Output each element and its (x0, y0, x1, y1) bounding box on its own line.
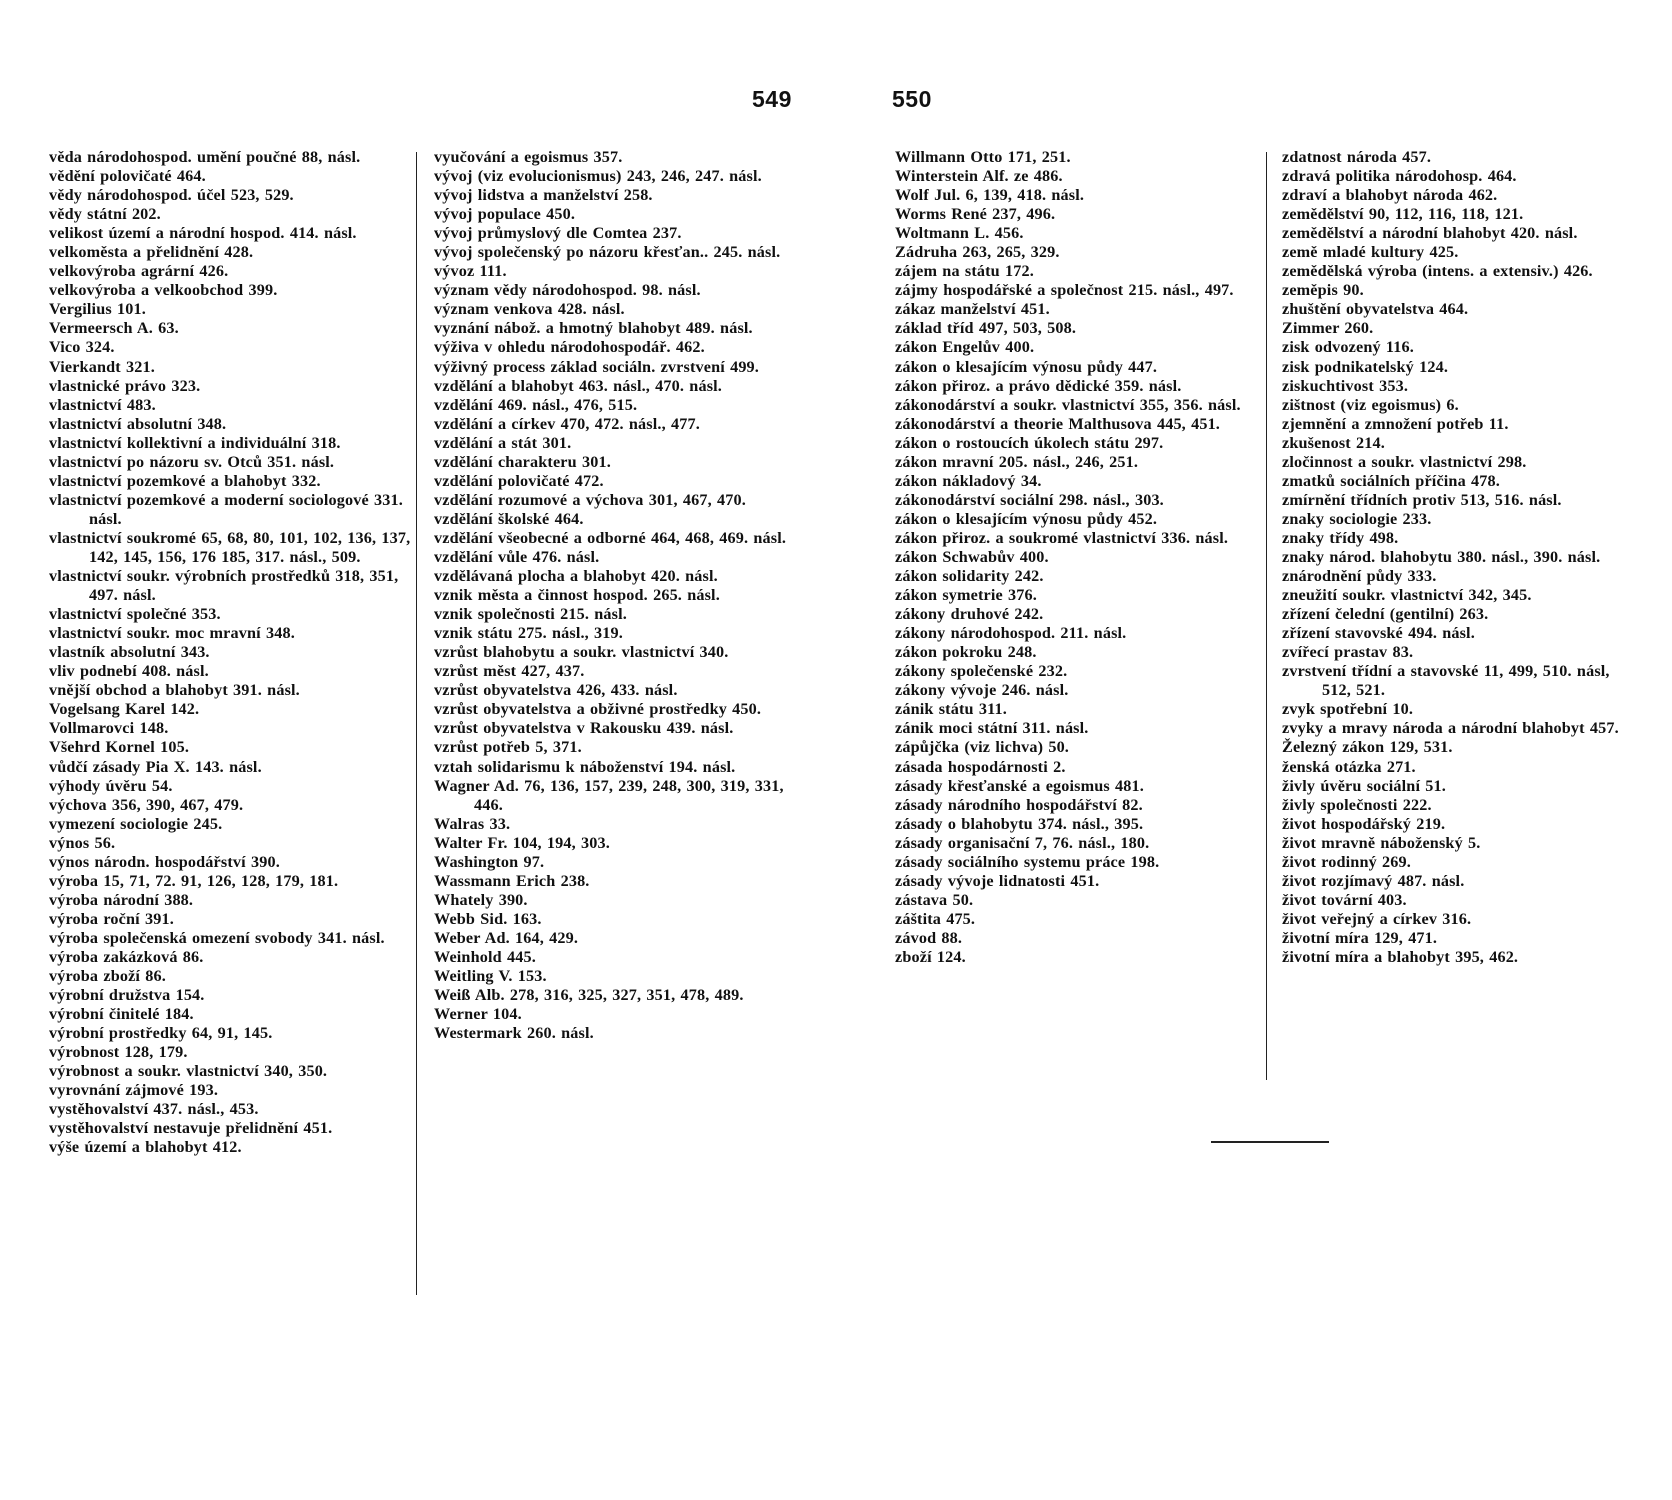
index-entry: vzdělání a blahobyt 463. násl., 470. násl. (434, 376, 722, 395)
index-entry: výroba společenská omezení svobody 341. násl. (49, 928, 385, 947)
index-entry: vývoz 111. (434, 262, 507, 281)
index-entry: výchova 356, 390, 467, 479. (49, 795, 244, 814)
index-entry: výrobní družstva 154. (49, 986, 205, 1005)
index-entry: vlastnictví soukr. výrobních prostředků 318, 351, 497. násl. (49, 567, 399, 605)
index-entry: vývoj průmyslový dle Comtea 237. (434, 224, 682, 243)
index-entry: zhuštění obyvatelstva 464. (1282, 300, 1469, 319)
index-entry: vlastnictví absolutní 348. (49, 414, 227, 433)
index-entry: Vermeersch A. 63. (49, 319, 179, 338)
index-entry: zákon solidarity 242. (895, 567, 1044, 586)
index-entry: zásady o blahobytu 374. násl., 395. (895, 814, 1144, 833)
index-entry: vůdčí zásady Pia X. 143. násl. (49, 757, 262, 776)
index-entry: Zádruha 263, 265, 329. (895, 243, 1060, 262)
index-entry: zmatků sociálních příčina 478. (1282, 471, 1500, 490)
index-entry: výroba roční 391. (49, 909, 174, 928)
index-entry: zákony společenské 232. (895, 662, 1068, 681)
index-entry: zásady křesťanské a egoismus 481. (895, 776, 1144, 795)
index-entry: zákaz manželství 451. (895, 300, 1050, 319)
index-entry: zločinnost a soukr. vlastnictví 298. (1282, 452, 1527, 471)
index-entry: zásada hospodárnosti 2. (895, 757, 1066, 776)
index-column-4 (1282, 148, 1642, 967)
index-entry: Woltmann L. 456. (895, 224, 1024, 243)
index-entry: vliv podnebí 408. násl. (49, 662, 209, 681)
index-entry: Vierkandt 321. (49, 357, 155, 376)
index-entry: význam vědy národohospod. 98. násl. (434, 281, 701, 300)
index-entry: vzrůst měst 427, 437. (434, 662, 585, 681)
index-entry: vyrovnání zájmové 193. (49, 1081, 219, 1100)
index-entry: vyučování a egoismus 357. (434, 148, 623, 166)
index-entry: zisk podnikatelský 124. (1282, 357, 1449, 376)
index-entry: zánik státu 311. (895, 700, 1007, 719)
index-entry: zákon o klesajícím výnosu půdy 447. (895, 357, 1158, 376)
right-page-number: 550 (892, 86, 932, 112)
index-entry: vzrůst obyvatelstva v Rakousku 439. násl. (434, 719, 734, 738)
index-entry: vzdělání rozumové a výchova 301, 467, 470. (434, 490, 746, 509)
index-entry: zásady vývoje lidnatosti 451. (895, 871, 1100, 890)
index-entry: význam venkova 428. násl. (434, 300, 625, 319)
index-entry: Vergilius 101. (49, 300, 146, 319)
index-entry: Winterstein Alf. ze 486. (895, 167, 1063, 186)
index-entry: Walras 33. (434, 814, 511, 833)
index-entry: zisk odvozený 116. (1282, 338, 1414, 357)
index-entry: zásady národního hospodářství 82. (895, 795, 1143, 814)
index-entry: velikost území a národní hospod. 414. násl. (49, 224, 357, 243)
index-entry: Werner 104. (434, 1005, 522, 1024)
index-entry: vlastnictví pozemkové a moderní sociologové 331. násl. (49, 490, 403, 528)
index-entry: zištnost (viz egoismus) 6. (1282, 395, 1459, 414)
index-entry: vlastnictví společné 353. (49, 605, 221, 624)
index-entry: vzrůst potřeb 5, 371. (434, 738, 582, 757)
index-entry: Whately 390. (434, 890, 528, 909)
index-entry: věda národohospod. umění poučné 88, násl. (49, 148, 361, 166)
index-entry: zákonodárství sociální 298. násl., 303. (895, 490, 1164, 509)
index-entry: výnos národn. hospodářství 390. (49, 852, 280, 871)
index-entry: vnější obchod a blahobyt 391. násl. (49, 681, 300, 700)
index-entry: vzdělávaná plocha a blahobyt 420. násl. (434, 567, 718, 586)
index-entry: Vico 324. (49, 338, 115, 357)
index-entry: zákon nákladový 34. (895, 471, 1042, 490)
index-entry: výroba 15, 71, 72. 91, 126, 128, 179, 181. (49, 871, 339, 890)
index-entry: život veřejný a církev 316. (1282, 909, 1472, 928)
index-entry: zřízení stavovské 494. násl. (1282, 624, 1475, 643)
index-entry: zákon o klesajícím výnosu půdy 452. (895, 509, 1158, 528)
index-entry: zvrstvení třídní a stavovské 11, 499, 510. násl, 512, 521. (1282, 662, 1610, 700)
index-entry: Westermark 260. násl. (434, 1024, 594, 1043)
index-entry: zdatnost národa 457. (1282, 148, 1432, 166)
index-entry: Vollmarovci 148. (49, 719, 169, 738)
index-entry: vznik města a činnost hospod. 265. násl. (434, 586, 720, 605)
index-entry: výrobní činitelé 184. (49, 1005, 194, 1024)
left-page-number: 549 (752, 86, 792, 112)
index-entry: velkoměsta a přelidnění 428. (49, 243, 254, 262)
index-entry: zemědělská výroba (intens. a extensiv.) 426. (1282, 262, 1593, 281)
index-entry: život tovární 403. (1282, 890, 1407, 909)
index-entry: Weitling V. 153. (434, 967, 547, 986)
index-entry: výrobnost 128, 179. (49, 1043, 188, 1062)
index-entry: znaky třídy 498. (1282, 528, 1399, 547)
index-entry: zákon symetrie 376. (895, 586, 1037, 605)
index-column-3 (895, 148, 1259, 967)
index-entry: zásady organisační 7, 76. násl., 180. (895, 833, 1150, 852)
index-entry: vlastnictví po názoru sv. Otců 351. násl. (49, 452, 335, 471)
index-entry: Všehrd Kornel 105. (49, 738, 190, 757)
index-entry: vzrůst blahobytu a soukr. vlastnictví 340. (434, 643, 729, 662)
index-entry: život mravně náboženský 5. (1282, 833, 1481, 852)
index-entry: život hospodářský 219. (1282, 814, 1446, 833)
index-entry: zdravá politika národohosp. 464. (1282, 167, 1517, 186)
index-entry: Webb Sid. 163. (434, 909, 542, 928)
index-entry: vlastnictví soukr. moc mravní 348. (49, 624, 295, 643)
index-entry: výhody úvěru 54. (49, 776, 173, 795)
index-entry: ziskuchtivost 353. (1282, 376, 1409, 395)
index-entry: vznik společnosti 215. násl. (434, 605, 627, 624)
index-entry: zákon mravní 205. násl., 246, 251. (895, 452, 1139, 471)
index-entry: Weiß Alb. 278, 316, 325, 327, 351, 478, 489. (434, 986, 744, 1005)
index-entry: Walter Fr. 104, 194, 303. (434, 833, 610, 852)
index-entry: znaky sociologie 233. (1282, 509, 1432, 528)
index-entry: vzdělání charakteru 301. (434, 452, 611, 471)
index-entry: vývoj společenský po názoru křesťan.. 245. násl. (434, 243, 781, 262)
index-entry: zneužití soukr. vlastnictví 342, 345. (1282, 586, 1532, 605)
index-entry: vědy národohospod. účel 523, 529. (49, 186, 294, 205)
index-entry: zjemnění a zmnožení potřeb 11. (1282, 414, 1509, 433)
index-entry: ženská otázka 271. (1282, 757, 1416, 776)
index-entry: velkovýroba agrární 426. (49, 262, 229, 281)
index-entry: záštita 475. (895, 909, 976, 928)
index-entry: výživa v ohledu národohospodář. 462. (434, 338, 705, 357)
index-entry: Weber Ad. 164, 429. (434, 928, 579, 947)
index-entry: zkušenost 214. (1282, 433, 1385, 452)
index-entry: živly společnosti 222. (1282, 795, 1432, 814)
index-entry: vývoj (viz evolucionismus) 243, 246, 247. násl. (434, 167, 762, 186)
index-entry: vzdělání 469. násl., 476, 515. (434, 395, 638, 414)
index-entry: země mladé kultury 425. (1282, 243, 1459, 262)
index-column-1 (49, 148, 411, 1157)
index-entry: zákon o rostoucích úkolech státu 297. (895, 433, 1164, 452)
index-entry: vznik státu 275. násl., 319. (434, 624, 623, 643)
index-entry: Zimmer 260. (1282, 319, 1374, 338)
index-entry: zástava 50. (895, 890, 974, 909)
index-entry: zákon pokroku 248. (895, 643, 1037, 662)
index-entry: závod 88. (895, 928, 963, 947)
index-entry: život rozjímavý 487. násl. (1282, 871, 1465, 890)
index-entry: základ tříd 497, 503, 508. (895, 319, 1077, 338)
index-entry: vzdělání a církev 470, 472. násl., 477. (434, 414, 700, 433)
index-entry: výše území a blahobyt 412. (49, 1138, 242, 1157)
index-entry: vědění polovičaté 464. (49, 167, 206, 186)
index-entry: Vogelsang Karel 142. (49, 700, 200, 719)
index-entry: zákon Engelův 400. (895, 338, 1035, 357)
column-divider-right-page (1266, 152, 1267, 1080)
index-entry: výroba národní 388. (49, 890, 194, 909)
index-entry: zápůjčka (viz lichva) 50. (895, 738, 1070, 757)
index-entry: vlastnictví soukromé 65, 68, 80, 101, 102, 136, 137, 142, 145, 156, 176 185, 317. násl., 509. (49, 528, 411, 566)
index-entry: vlastnické právo 323. (49, 376, 201, 395)
index-entry: vzdělání školské 464. (434, 509, 584, 528)
index-entry: zemědělství a národní blahobyt 420. násl. (1282, 224, 1578, 243)
index-entry: výroba zboží 86. (49, 967, 166, 986)
index-entry: vlastnictví kollektivní a individuální 318. (49, 433, 341, 452)
column-divider-left-page (416, 152, 417, 1295)
index-entry: vlastník absolutní 343. (49, 643, 210, 662)
index-entry: vlastnictví pozemkové a blahobyt 332. (49, 471, 321, 490)
index-entry: zákonodárství a soukr. vlastnictví 355, 356. násl. (895, 395, 1241, 414)
index-entry: zánik moci státní 311. násl. (895, 719, 1089, 738)
index-entry: znaky národ. blahobytu 380. násl., 390. násl. (1282, 547, 1601, 566)
index-entry: výnos 56. (49, 833, 116, 852)
index-entry: zvyky a mravy národa a národní blahobyt 457. (1282, 719, 1619, 738)
index-entry: výrobní prostředky 64, 91, 145. (49, 1024, 273, 1043)
index-entry: vědy státní 202. (49, 205, 161, 224)
index-entry: vzrůst obyvatelstva 426, 433. násl. (434, 681, 678, 700)
index-entry: znárodnění půdy 333. (1282, 567, 1437, 586)
index-entry: zboží 124. (895, 947, 966, 966)
index-entry: vzdělání všeobecné a odborné 464, 468, 469. násl. (434, 528, 787, 547)
index-entry: zákon přiroz. a soukromé vlastnictví 336. násl. (895, 528, 1229, 547)
index-entry: výroba zakázková 86. (49, 947, 204, 966)
index-entry: zmírnění třídních protiv 513, 516. násl. (1282, 490, 1562, 509)
index-entry: vzdělání a stát 301. (434, 433, 572, 452)
index-entry: zákon přiroz. a právo dědické 359. násl. (895, 376, 1182, 395)
index-entry: vzdělání polovičaté 472. (434, 471, 604, 490)
index-entry: zákony vývoje 246. násl. (895, 681, 1069, 700)
index-entry: vyznání nábož. a hmotný blahobyt 489. násl. (434, 319, 753, 338)
index-entry: vývoj lidstva a manželství 258. (434, 186, 653, 205)
index-entry: zemědělství 90, 112, 116, 118, 121. (1282, 205, 1524, 224)
index-entry: zvyk spotřební 10. (1282, 700, 1414, 719)
index-entry: Wassmann Erich 238. (434, 871, 590, 890)
index-entry: Weinhold 445. (434, 947, 536, 966)
index-entry: vztah solidarismu k náboženství 194. násl. (434, 757, 736, 776)
index-entry: Worms René 237, 496. (895, 205, 1056, 224)
index-entry: Železný zákon 129, 531. (1282, 738, 1453, 757)
index-entry: vymezení sociologie 245. (49, 814, 223, 833)
index-entry: Wagner Ad. 76, 136, 157, 239, 248, 300, 319, 331, 446. (434, 776, 784, 814)
index-entry: Wolf Jul. 6, 139, 418. násl. (895, 186, 1085, 205)
end-of-index-rule (1211, 1141, 1329, 1143)
index-entry: zájmy hospodářské a společnost 215. násl., 497. (895, 281, 1234, 300)
index-entry: velkovýroba a velkoobchod 399. (49, 281, 278, 300)
index-entry: výživný process základ sociáln. zvrstvení 499. (434, 357, 760, 376)
index-entry: vlastnictví 483. (49, 395, 156, 414)
index-entry: zákonodárství a theorie Malthusova 445, 451. (895, 414, 1221, 433)
index-entry: vzrůst obyvatelstva a obživné prostředky 450. (434, 700, 762, 719)
index-entry: zákony druhové 242. (895, 605, 1044, 624)
index-entry: vzdělání vůle 476. násl. (434, 547, 600, 566)
index-entry: zásady sociálního systemu práce 198. (895, 852, 1160, 871)
index-entry: zájem na státu 172. (895, 262, 1034, 281)
index-entry: životní míra 129, 471. (1282, 928, 1438, 947)
index-entry: život rodinný 269. (1282, 852, 1411, 871)
index-entry: zákony národohospod. 211. násl. (895, 624, 1127, 643)
index-column-2 (434, 148, 798, 1043)
index-entry: Willmann Otto 171, 251. (895, 148, 1071, 166)
index-entry: Washington 97. (434, 852, 545, 871)
index-entry: zřízení čelední (gentilní) 263. (1282, 605, 1489, 624)
index-entry: zeměpis 90. (1282, 281, 1364, 300)
index-entry: výrobnost a soukr. vlastnictví 340, 350. (49, 1062, 328, 1081)
index-entry: vystěhovalství 437. násl., 453. (49, 1100, 259, 1119)
index-entry: živly úvěru sociální 51. (1282, 776, 1446, 795)
index-entry: vývoj populace 450. (434, 205, 576, 224)
index-entry: životní míra a blahobyt 395, 462. (1282, 947, 1519, 966)
index-entry: vystěhovalství nestavuje přelidnění 451. (49, 1119, 333, 1138)
index-entry: zvířecí prastav 83. (1282, 643, 1414, 662)
index-entry: zákon Schwabův 400. (895, 547, 1049, 566)
index-entry: zdraví a blahobyt národa 462. (1282, 186, 1498, 205)
